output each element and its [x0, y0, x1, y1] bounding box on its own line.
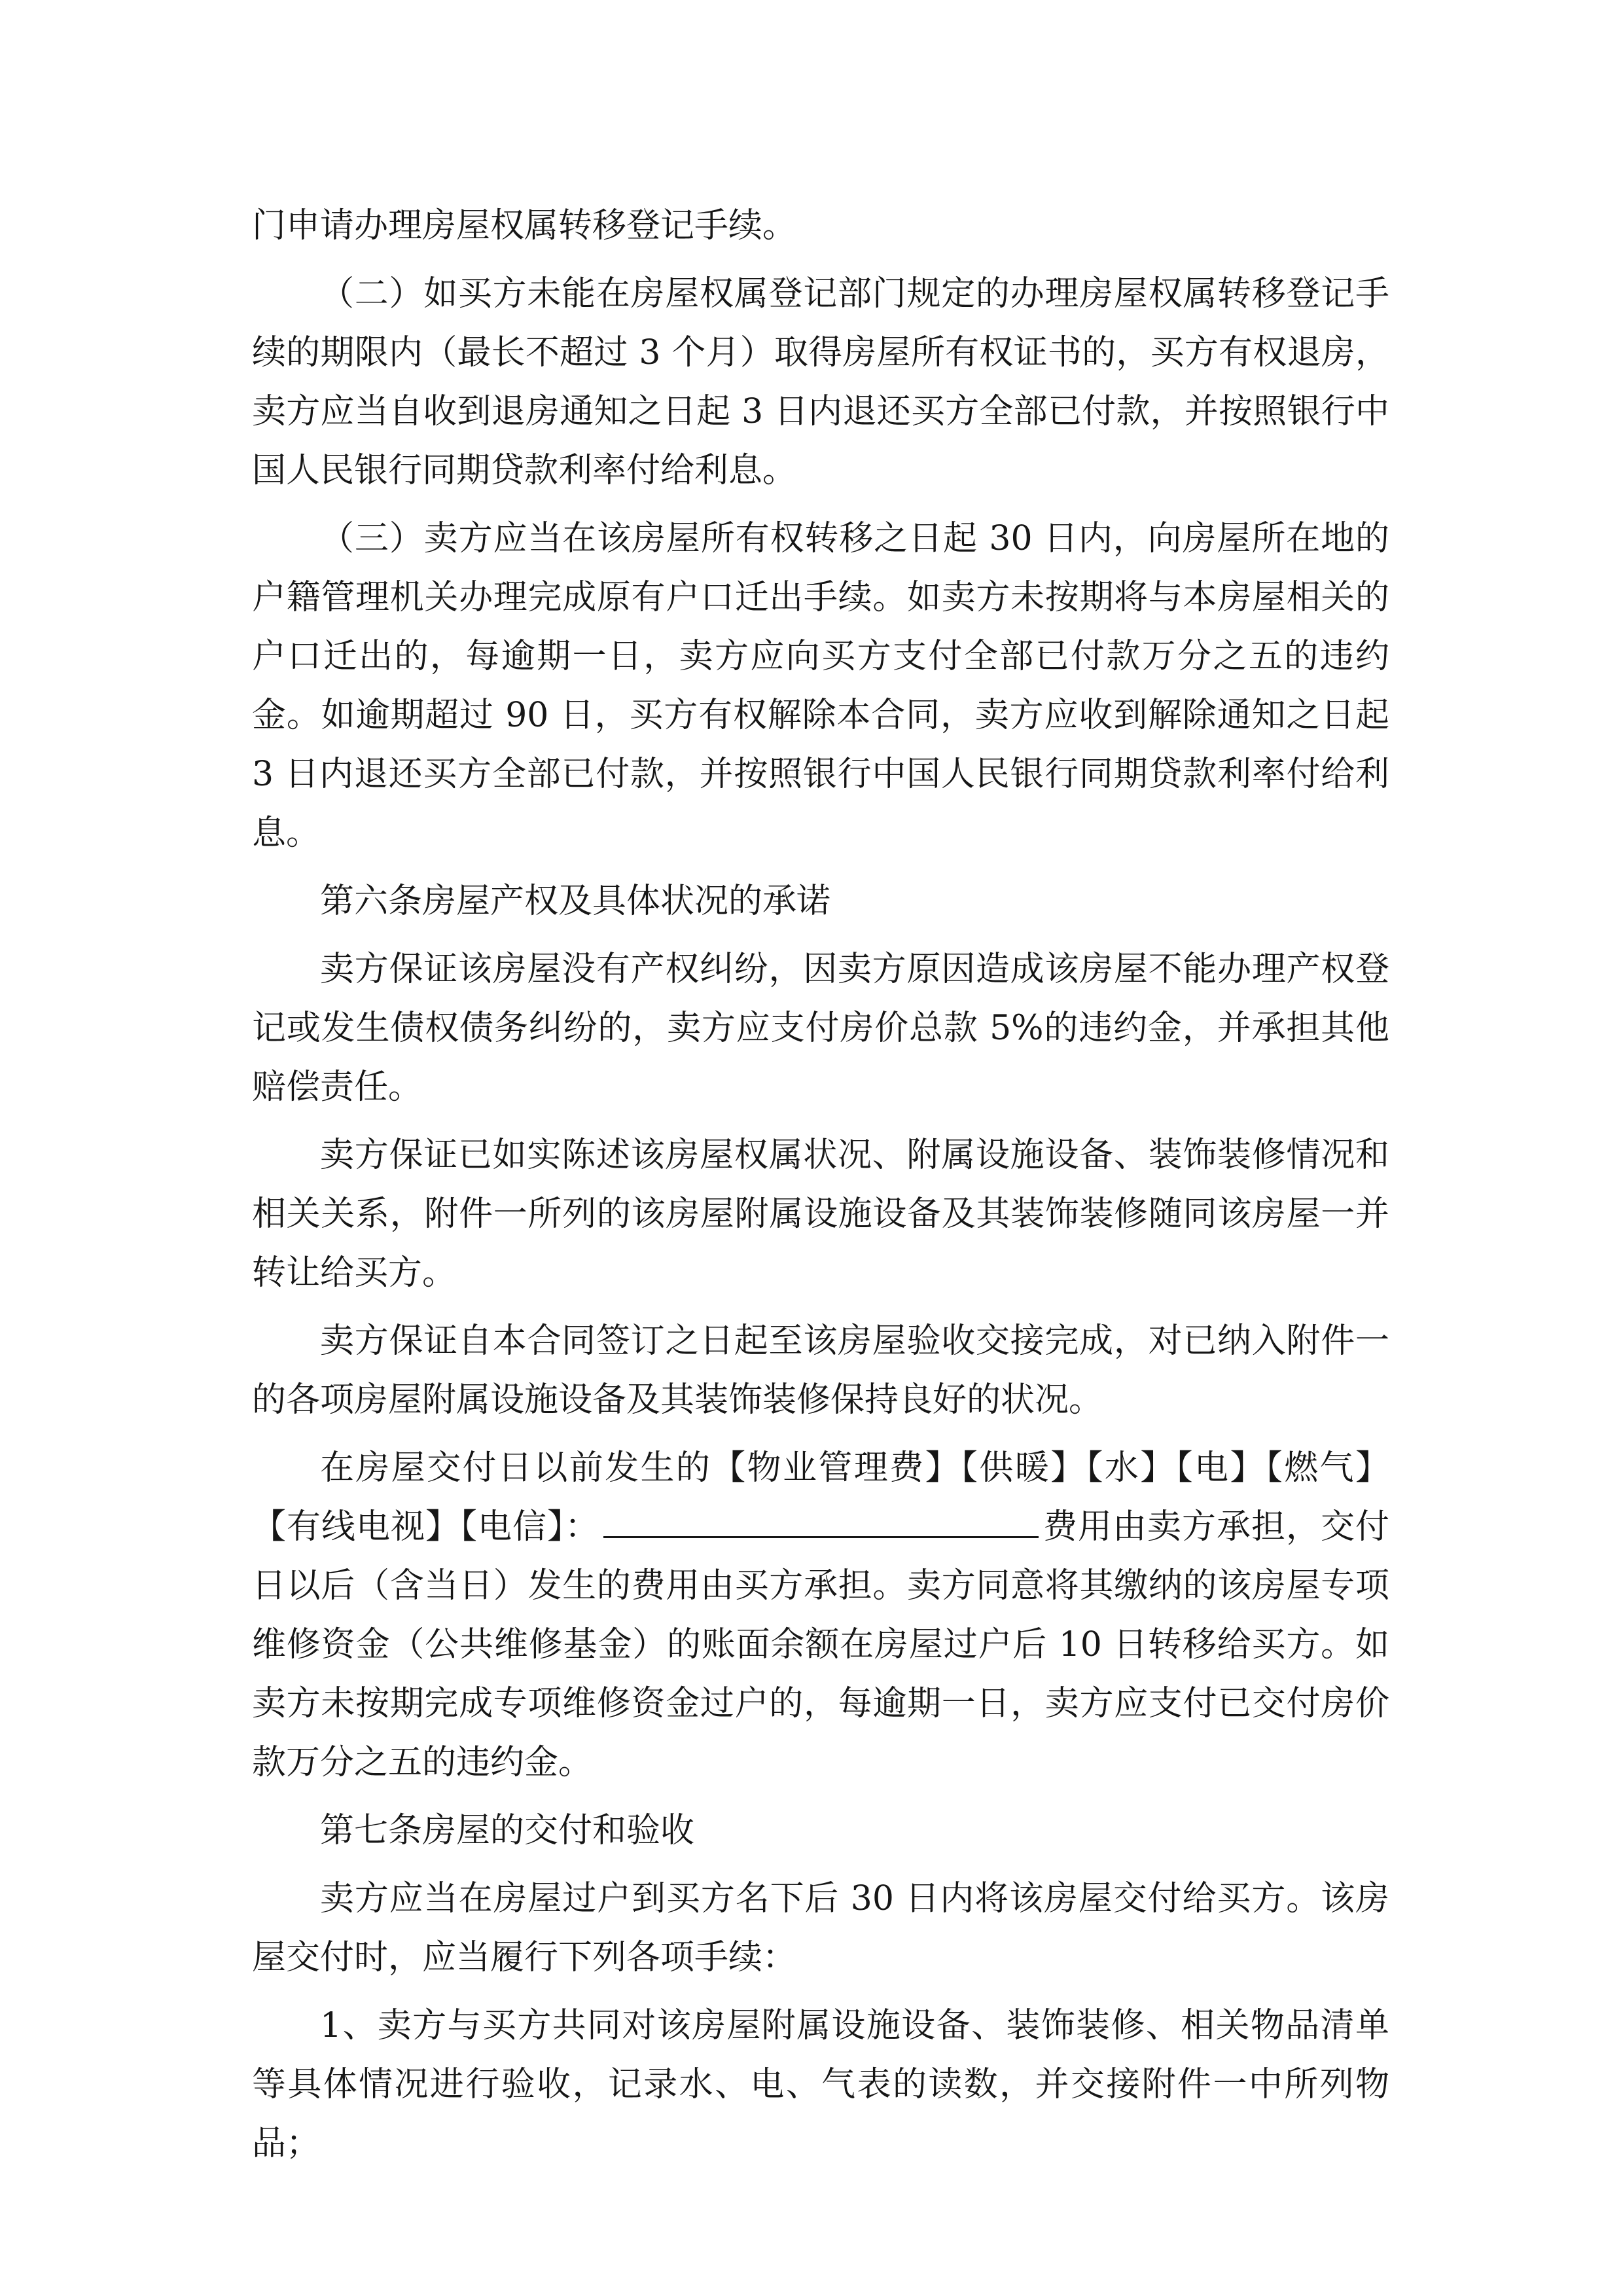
paragraph-inspection-item-1: 1、卖方与买方共同对该房屋附属设施设备、装饰装修、相关物品清单等具体情况进行验收，记录水、电、气表的读数，并交接附件一中所列物品；: [252, 2006, 1389, 2163]
paragraph-property-status: 卖方保证已如实陈述该房屋权属状况、附属设施设备、装饰装修情况和相关关系，附件一所列的该房屋附属设施设备及其装饰装修随同该房屋一并转让给买方。: [252, 1136, 1389, 1293]
contract-text: [252, 196, 1389, 2173]
article-7-heading: 第七条房屋的交付和验收: [320, 1811, 695, 1850]
paragraph-fees: [252, 1439, 1389, 1792]
article-6-heading: 第六条房屋产权及具体状况的承诺: [320, 882, 831, 921]
fees-text-after: 费用由卖方承担，交付日以后（含当日）发生的费用由买方承担。卖方同意将其缴纳的该房屋专项维修资金（公共维修基金）的账面余额在房屋过户后 10 日转移给买方。如卖方未按期完成专项维修资金过户的，每逾期一日，卖方应支付已交付房价款万分之五的违约金。: [252, 1507, 1389, 1782]
paragraph-clause-3: （三）卖方应当在该房屋所有权转移之日起 30 日内，向房屋所在地的户籍管理机关办理完成原有户口迁出手续。如卖方未按期将与本房屋相关的户口迁出的，每逾期一日，卖方应向买方支付全部已付款万分之五的违约金。如逾期超过 90 日，买方有权解除本合同，卖方应收到解除通知之日起 3 日内退还买方全部已付款，并按照银行中国人民银行同期贷款利率付给利息。: [252, 519, 1389, 853]
paragraph-maintenance: 卖方保证自本合同签订之日起至该房屋验收交接完成，对已纳入附件一的各项房屋附属设施设备及其装饰装修保持良好的状况。: [252, 1321, 1389, 1420]
paragraph-ownership-warranty: 卖方保证该房屋没有产权纠纷，因卖方原因造成该房屋不能办理产权登记或发生债权债务纠纷的，卖方应支付房价总款 5%的违约金，并承担其他赔偿责任。: [252, 950, 1389, 1107]
fees-text-before: 在房屋交付日以前发生的【物业管理费】【供暖】【水】【电】【燃气】【有线电视】【电信】：: [252, 1448, 1389, 1547]
paragraph-delivery: 卖方应当在房屋过户到买方名下后 30 日内将该房屋交付给买方。该房屋交付时，应当履行下列各项手续：: [252, 1879, 1389, 1977]
paragraph-continuation: 门申请办理房屋权属转移登记手续。: [252, 206, 797, 245]
fees-blank-line: [603, 1502, 1039, 1538]
paragraph-clause-2: （二）如买方未能在房屋权属登记部门规定的办理房屋权属转移登记手续的期限内（最长不超过 3 个月）取得房屋所有权证书的，买方有权退房，卖方应当自收到退房通知之日起 3 日内退还买方全部已付款，并按照银行中国人民银行同期贷款利率付给利息。: [252, 274, 1389, 490]
